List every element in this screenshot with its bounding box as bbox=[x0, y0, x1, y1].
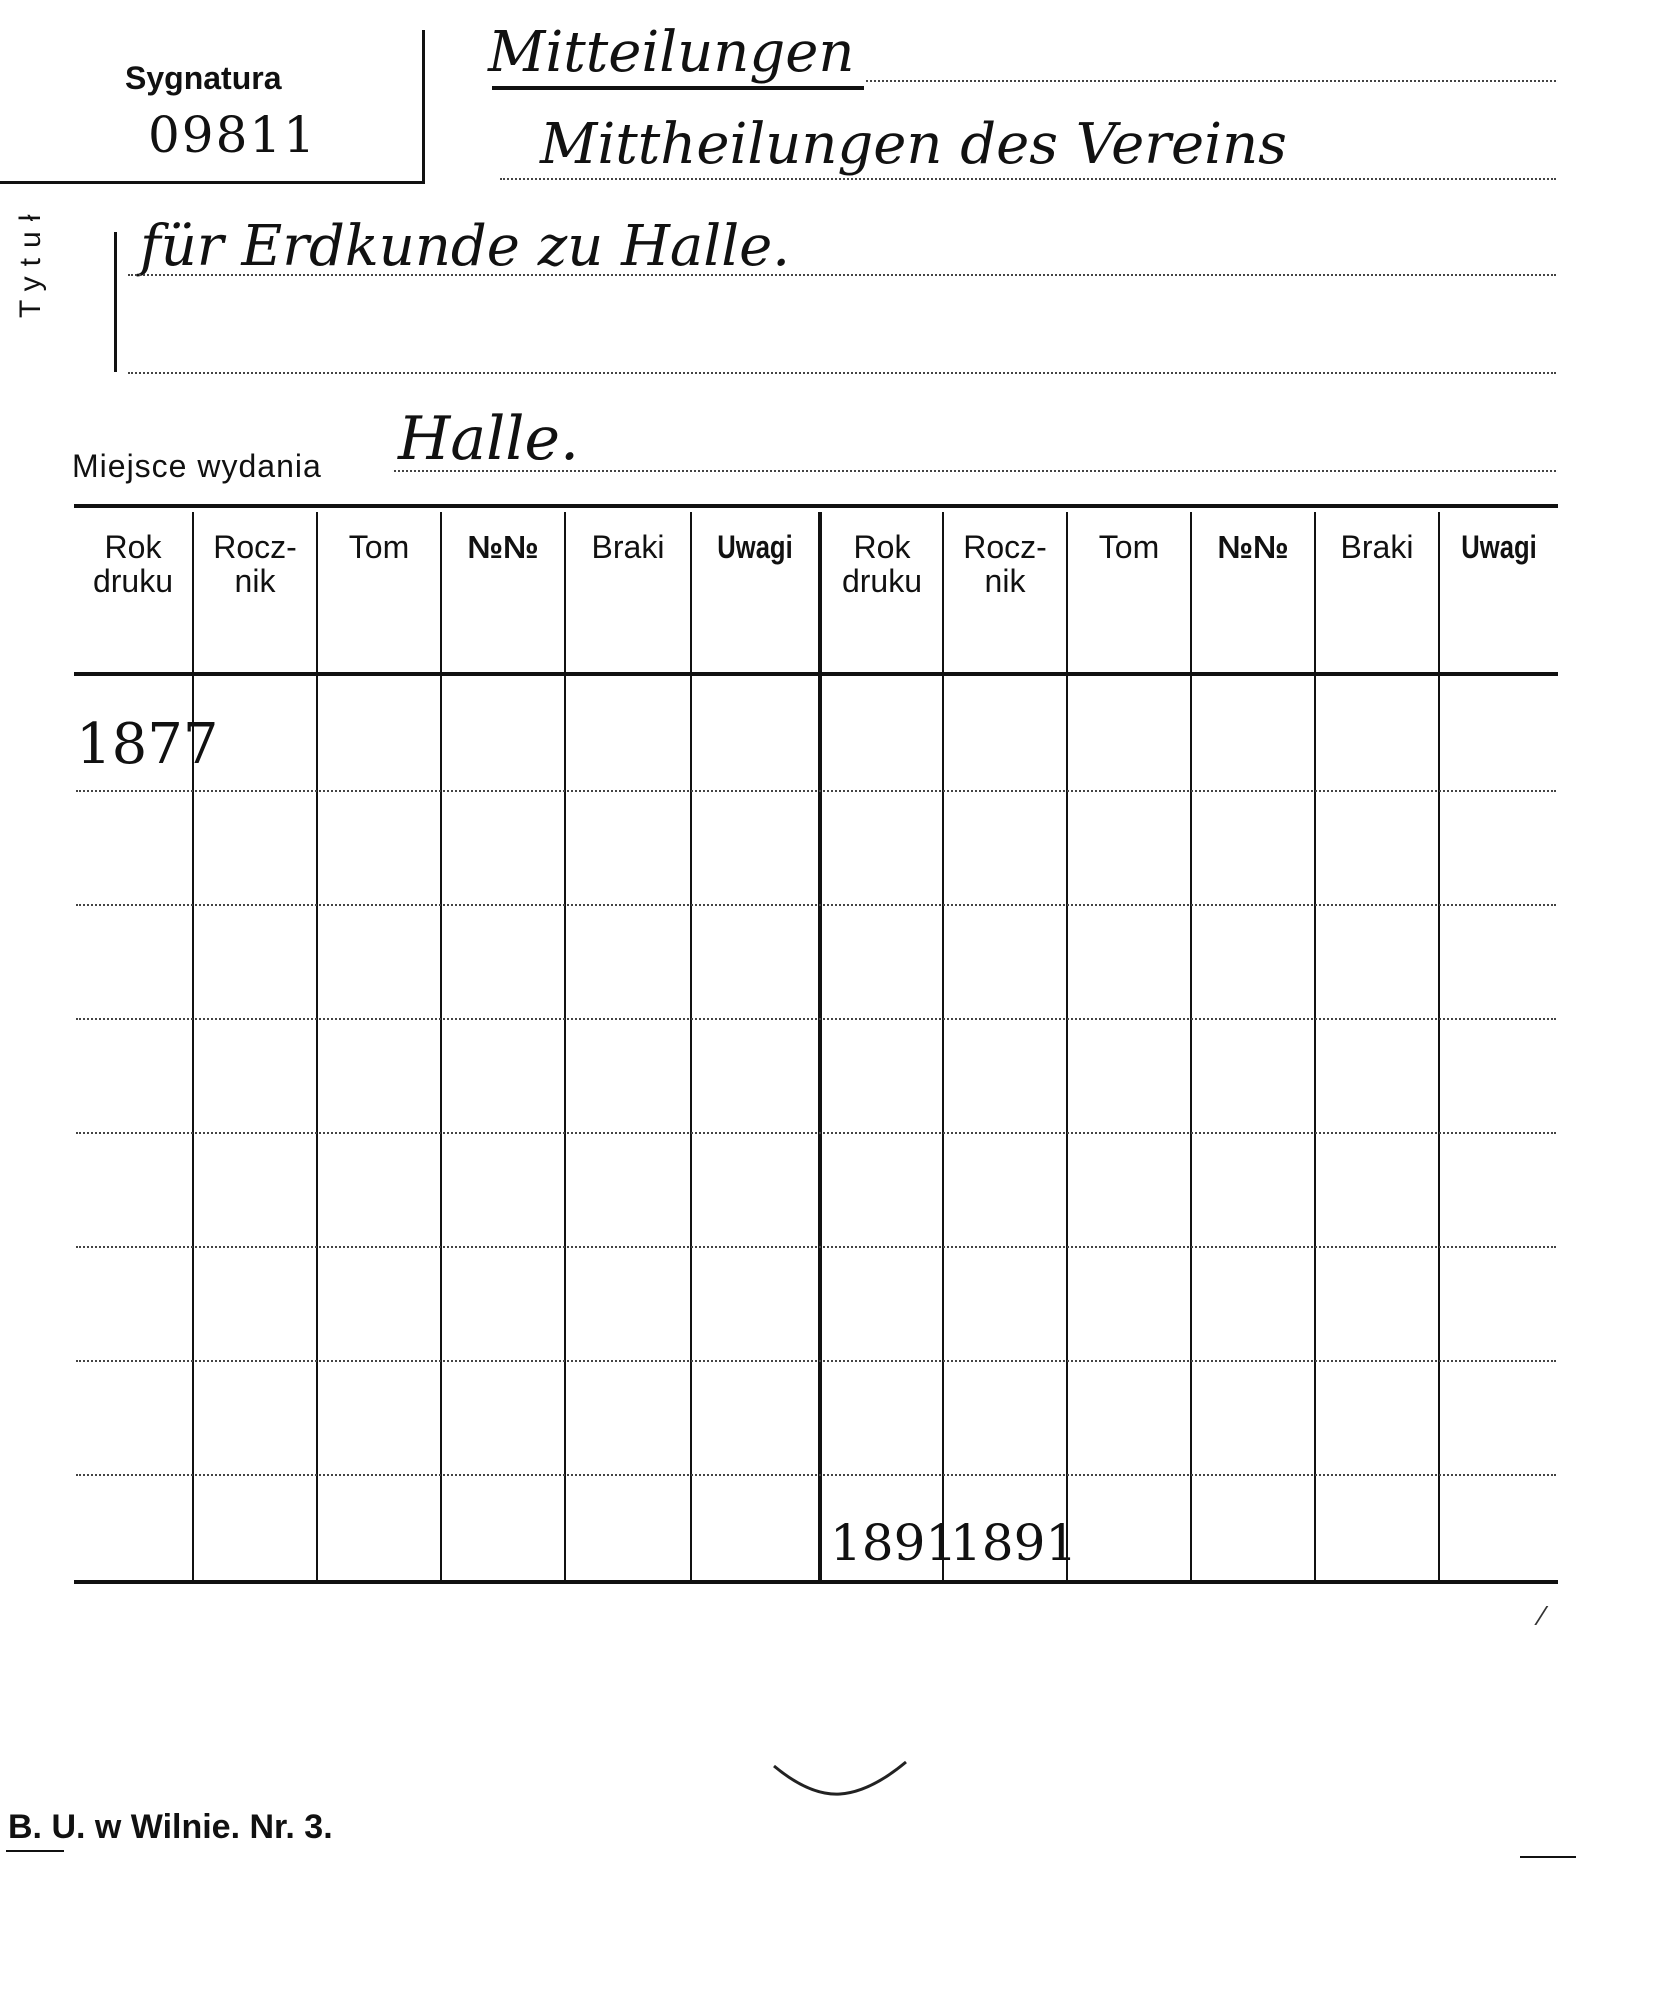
col-line bbox=[192, 512, 194, 1580]
header-uwagi-right bbox=[1452, 530, 1546, 564]
title-dotline-3 bbox=[128, 274, 1556, 276]
scan-mark-bottom-right bbox=[1520, 1856, 1576, 1858]
col-line bbox=[1066, 512, 1068, 1580]
entry-rok-druku-right-last: 1891 bbox=[830, 1514, 958, 1572]
row-dotline bbox=[76, 904, 1556, 906]
sygnatura-value: 09811 bbox=[148, 106, 318, 164]
place-dotline bbox=[394, 470, 1556, 472]
tytul-bracket bbox=[114, 232, 117, 372]
signature-box-bottom-border bbox=[0, 181, 425, 184]
title-dotline-4 bbox=[128, 372, 1556, 374]
title-dotline-1 bbox=[866, 80, 1556, 82]
row-dotline bbox=[76, 790, 1556, 792]
header-rocznik-right bbox=[944, 530, 1066, 598]
signature-box-right-border bbox=[422, 30, 425, 182]
scan-mark-tick: ⁄ bbox=[1540, 1600, 1545, 1631]
header-line1: №№ bbox=[467, 529, 539, 565]
header-line1: Rocz- bbox=[963, 529, 1047, 565]
header-braki-right bbox=[1316, 530, 1438, 564]
header-line1: №№ bbox=[1217, 529, 1289, 565]
header-numery-left bbox=[442, 530, 564, 564]
tytul-label: Tytuł bbox=[14, 204, 47, 318]
header-rok-druku-right bbox=[822, 530, 942, 598]
row-dotline bbox=[76, 1132, 1556, 1134]
header-line1: Uwagi bbox=[717, 529, 793, 565]
header-line1: Rok bbox=[853, 529, 911, 565]
header-numery-right bbox=[1192, 530, 1314, 564]
row-dotline bbox=[76, 1474, 1556, 1476]
header-braki-left bbox=[566, 530, 690, 564]
header-line1: Tom bbox=[348, 529, 410, 565]
center-divider bbox=[818, 512, 822, 1580]
title-line-1: Mitteilungen bbox=[488, 20, 855, 85]
header-line2: nik bbox=[234, 563, 276, 599]
footer-imprint: B. U. w Wilnie. Nr. 3. bbox=[8, 1808, 333, 1846]
header-tom-left bbox=[318, 530, 440, 564]
title-line-1-underline bbox=[492, 86, 864, 90]
col-line bbox=[440, 512, 442, 1580]
footer-underline bbox=[6, 1850, 64, 1852]
title-dotline-2 bbox=[500, 178, 1556, 180]
table-top-border bbox=[74, 504, 1558, 508]
header-line1: Tom bbox=[1098, 529, 1160, 565]
row-dotline bbox=[76, 1246, 1556, 1248]
title-line-3: für Erdkunde zu Halle. bbox=[140, 214, 791, 279]
row-dotline bbox=[76, 1018, 1556, 1020]
header-line2: druku bbox=[841, 563, 923, 599]
col-line bbox=[690, 512, 692, 1580]
place-value: Halle. bbox=[398, 404, 580, 474]
table-bottom-border bbox=[74, 1580, 1558, 1584]
place-label: Miejsce wydania bbox=[72, 448, 322, 484]
entry-rocznik-right-last: 1891 bbox=[950, 1514, 1078, 1572]
header-tom-right bbox=[1068, 530, 1190, 564]
header-line2: druku bbox=[92, 563, 174, 599]
col-line bbox=[1314, 512, 1316, 1580]
header-line1: Braki bbox=[1340, 529, 1414, 565]
row-dotline bbox=[76, 1360, 1556, 1362]
header-line1: Rocz- bbox=[213, 529, 297, 565]
table-header-bottom-border bbox=[74, 672, 1558, 676]
header-line1: Rok bbox=[104, 529, 162, 565]
header-line1: Uwagi bbox=[1461, 529, 1537, 565]
header-rok-druku-left bbox=[74, 530, 192, 598]
col-line bbox=[564, 512, 566, 1580]
col-line bbox=[1190, 512, 1192, 1580]
header-uwagi-left bbox=[705, 530, 806, 564]
sygnatura-label: Sygnatura bbox=[125, 60, 282, 96]
col-line bbox=[1438, 512, 1440, 1580]
scan-mark-bottom-center bbox=[770, 1756, 910, 1806]
title-line-2: Mittheilungen des Vereins bbox=[540, 112, 1287, 177]
col-line bbox=[316, 512, 318, 1580]
header-line2: nik bbox=[984, 563, 1026, 599]
header-line1: Braki bbox=[591, 529, 665, 565]
col-line bbox=[942, 512, 944, 1580]
entry-rok-druku-left-first: 1877 bbox=[76, 712, 219, 777]
header-rocznik-left bbox=[194, 530, 316, 598]
